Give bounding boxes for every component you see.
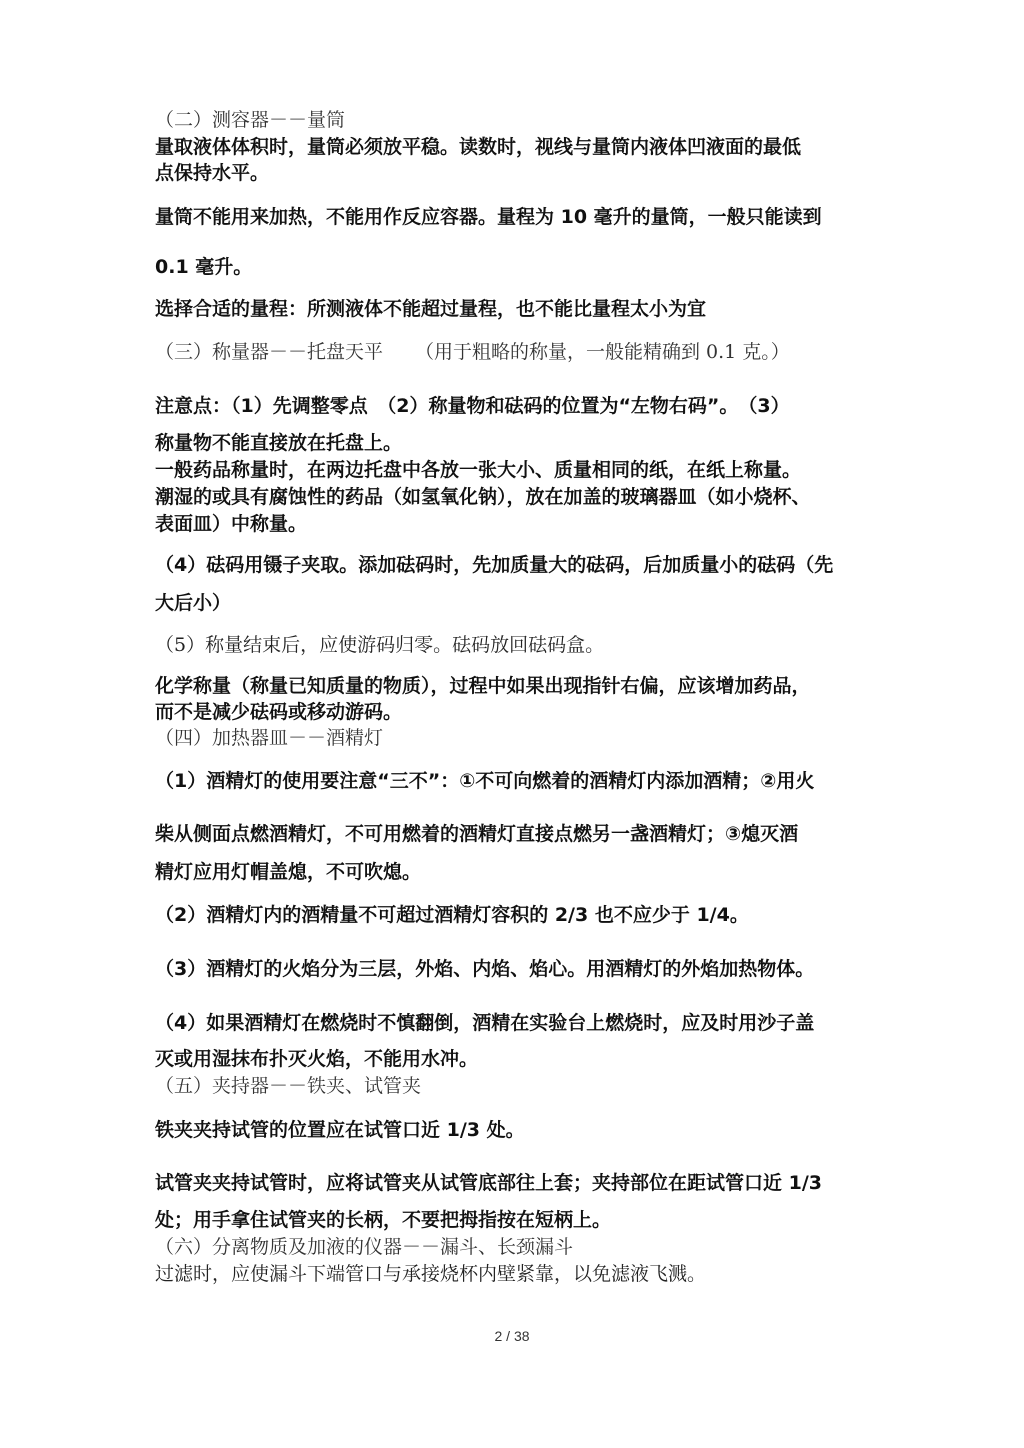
- paragraph-line: 选择合适的量程：所测液体不能超过量程，也不能比量程太小为宜: [155, 298, 707, 320]
- paragraph-line: 点保持水平。: [155, 162, 270, 184]
- section-heading-5: （五）夹持器－－铁夹、试管夹: [155, 1075, 422, 1097]
- paragraph-line: 试管夹夹持试管时，应将试管夹从试管底部往上套；夹持部位在距试管口近 1/3: [155, 1172, 822, 1194]
- paragraph-line: 灭或用湿抹布扑灭火焰，不能用水冲。: [155, 1048, 479, 1070]
- paragraph-line: 化学称量（称量已知质量的物质），过程中如果出现指针右偏，应该增加药品，: [155, 675, 811, 697]
- paragraph-line: （5）称量结束后，应使游码归零。砝码放回砝码盒。: [155, 634, 605, 656]
- page-number: 2 / 38: [494, 1328, 530, 1344]
- paragraph-line: 处；用手拿住试管夹的长柄，不要把拇指按在短柄上。: [155, 1209, 612, 1231]
- paragraph-line: 量筒不能用来加热，不能用作反应容器。量程为 10 毫升的量筒，一般只能读到: [155, 206, 822, 228]
- paragraph-line: 潮湿的或具有腐蚀性的药品（如氢氧化钠），放在加盖的玻璃器皿（如小烧杯、: [155, 486, 811, 508]
- section-heading-4: （四）加热器皿－－酒精灯: [155, 727, 384, 749]
- paragraph-line: 精灯应用灯帽盖熄，不可吹熄。: [155, 861, 422, 883]
- paragraph-line: 称量物不能直接放在托盘上。: [155, 432, 403, 454]
- section-heading-3-note: （用于粗略的称量，一般能精确到 0.1 克。）: [415, 341, 790, 363]
- paragraph-line: （2）酒精灯内的酒精量不可超过酒精灯容积的 2/3 也不应少于 1/4。: [155, 904, 749, 926]
- paragraph-line: 铁夹夹持试管的位置应在试管口近 1/3 处。: [155, 1119, 525, 1141]
- paragraph-line: 大后小）: [155, 592, 232, 614]
- paragraph-line: 一般药品称量时，在两边托盘中各放一张大小、质量相同的纸，在纸上称量。: [155, 459, 802, 481]
- paragraph-line: （4）砝码用镊子夹取。添加砝码时，先加质量大的砝码，后加质量小的砝码（先: [155, 554, 834, 576]
- paragraph-line: 0.1 毫升。: [155, 256, 253, 278]
- paragraph-line: （3）酒精灯的火焰分为三层，外焰、内焰、焰心。用酒精灯的外焰加热物体。: [155, 958, 815, 980]
- section-heading-2: （二）测容器－－量筒: [155, 109, 346, 131]
- paragraph-line: 过滤时，应使漏斗下端管口与承接烧杯内壁紧靠，以免滤液飞溅。: [155, 1263, 707, 1285]
- paragraph-line: 量取液体体积时，量筒必须放平稳。读数时，视线与量筒内液体凹液面的最低: [155, 136, 802, 158]
- paragraph-line: 注意点：（1）先调整零点 （2）称量物和砝码的位置为“左物右码”。 （3）: [155, 395, 790, 417]
- paragraph-line: 而不是减少砝码或移动游码。: [155, 701, 403, 723]
- section-heading-3: （三）称量器－－托盘天平: [155, 341, 384, 363]
- section-heading-6: （六）分离物质及加液的仪器－－漏斗、长颈漏斗: [155, 1236, 574, 1258]
- paragraph-line: （4）如果酒精灯在燃烧时不慎翻倒，酒精在实验台上燃烧时，应及时用沙子盖: [155, 1012, 815, 1034]
- paragraph-line: 柴从侧面点燃酒精灯，不可用燃着的酒精灯直接点燃另一盏酒精灯；③熄灭酒: [155, 823, 799, 845]
- paragraph-line: 表面皿）中称量。: [155, 513, 308, 535]
- paragraph-line: （1）酒精灯的使用要注意“三不”：①不可向燃着的酒精灯内添加酒精；②用火: [155, 770, 815, 792]
